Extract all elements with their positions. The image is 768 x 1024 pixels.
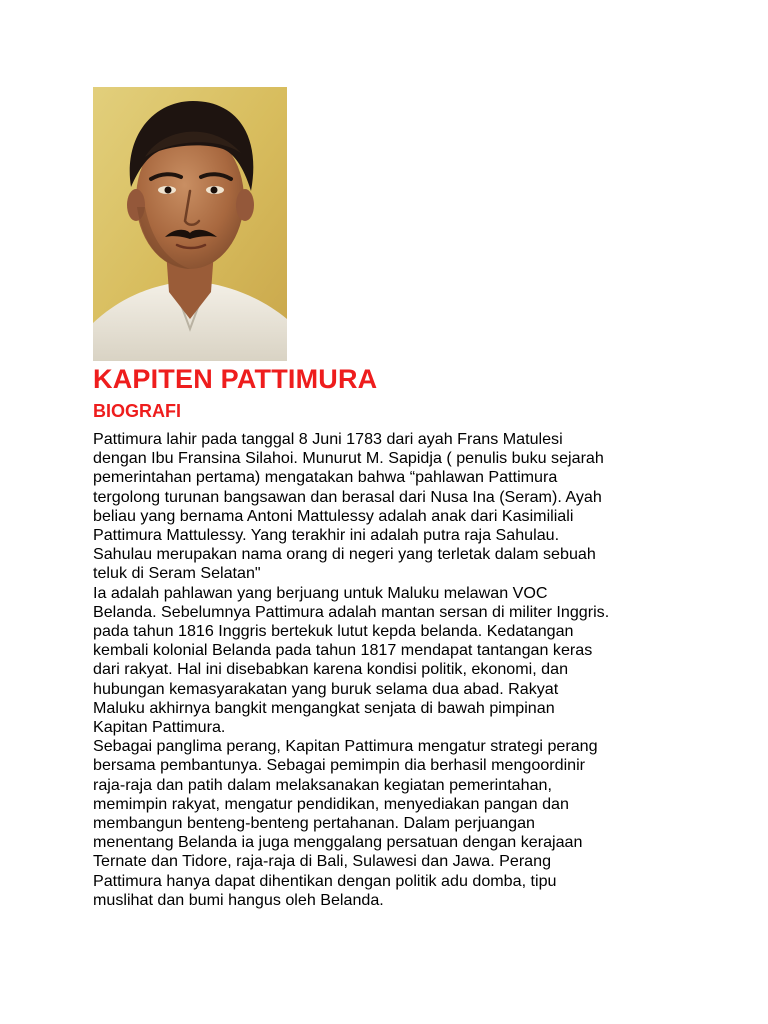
text-line: dengan Ibu Fransina Silahoi. Munurut M. Sapidja ( penulis buku sejarah: [93, 449, 604, 468]
biography-text: [93, 430, 693, 910]
text-line: Sebagai panglima perang, Kapitan Pattimura mengatur strategi perang: [93, 737, 598, 756]
text-line: dari rakyat. Hal ini disebabkan karena kondisi politik, ekonomi, dan: [93, 660, 569, 679]
text-line: Belanda. Sebelumnya Pattimura adalah mantan sersan di militer Inggris.: [93, 602, 610, 621]
text-line: Pattimura lahir pada tanggal 8 Juni 1783 dari ayah Frans Matulesi: [93, 430, 563, 448]
portrait-painting-icon: [93, 87, 287, 361]
text-line: Ternate dan Tidore, raja-raja di Bali, Sulawesi dan Jawa. Perang: [93, 852, 552, 871]
portrait-image: [93, 87, 287, 361]
text-line: Pattimura hanya dapat dihentikan dengan politik adu domba, tipu: [93, 871, 557, 890]
text-line: membangun benteng-benteng pertahanan. Dalam perjuangan: [93, 814, 536, 833]
text-line: beliau yang bernama Antoni Mattulessy adalah anak dari Kasimiliali: [93, 506, 574, 525]
text-line: memimpin rakyat, mengatur pendidikan, menyediakan pangan dan: [93, 794, 569, 813]
text-line: pemerintahan pertama) mengatakan bahwa “pahlawan Pattimura: [93, 468, 558, 487]
text-line: kembali kolonial Belanda pada tahun 1817 mendapat tantangan keras: [93, 641, 593, 660]
text-line: raja-raja dan patih dalam melaksanakan kegiatan pemerintahan,: [93, 775, 552, 794]
section-heading: BIOGRAFI: [93, 401, 181, 421]
text-line: bersama pembantunya. Sebagai pemimpin dia berhasil mengoordinir: [93, 756, 586, 775]
document-title: KAPITEN PATTIMURA: [93, 364, 378, 394]
text-line: Ia adalah pahlawan yang berjuang untuk Maluku melawan VOC: [93, 583, 548, 602]
text-line: muslihat dan bumi hangus oleh Belanda.: [93, 890, 384, 909]
text-line: Pattimura Mattulessy. Yang terakhir ini adalah putra raja Sahulau.: [93, 526, 560, 545]
text-line: Kapitan Pattimura.: [93, 718, 226, 737]
text-line: menentang Belanda ia juga menggalang persatuan dengan kerajaan: [93, 833, 583, 852]
text-line: Maluku akhirnya bangkit mengangkat senjata di bawah pimpinan: [93, 698, 555, 717]
text-line: Sahulau merupakan nama orang di negeri yang terletak dalam sebuah: [93, 545, 596, 564]
text-line: hubungan kemasyarakatan yang buruk selama dua abad. Rakyat: [93, 679, 559, 698]
text-line: tergolong turunan bangsawan dan berasal dari Nusa Ina (Seram). Ayah: [93, 487, 602, 506]
text-line: pada tahun 1816 Inggris bertekuk lutut kepda belanda. Kedatangan: [93, 622, 574, 641]
text-line: teluk di Seram Selatan": [93, 564, 261, 583]
